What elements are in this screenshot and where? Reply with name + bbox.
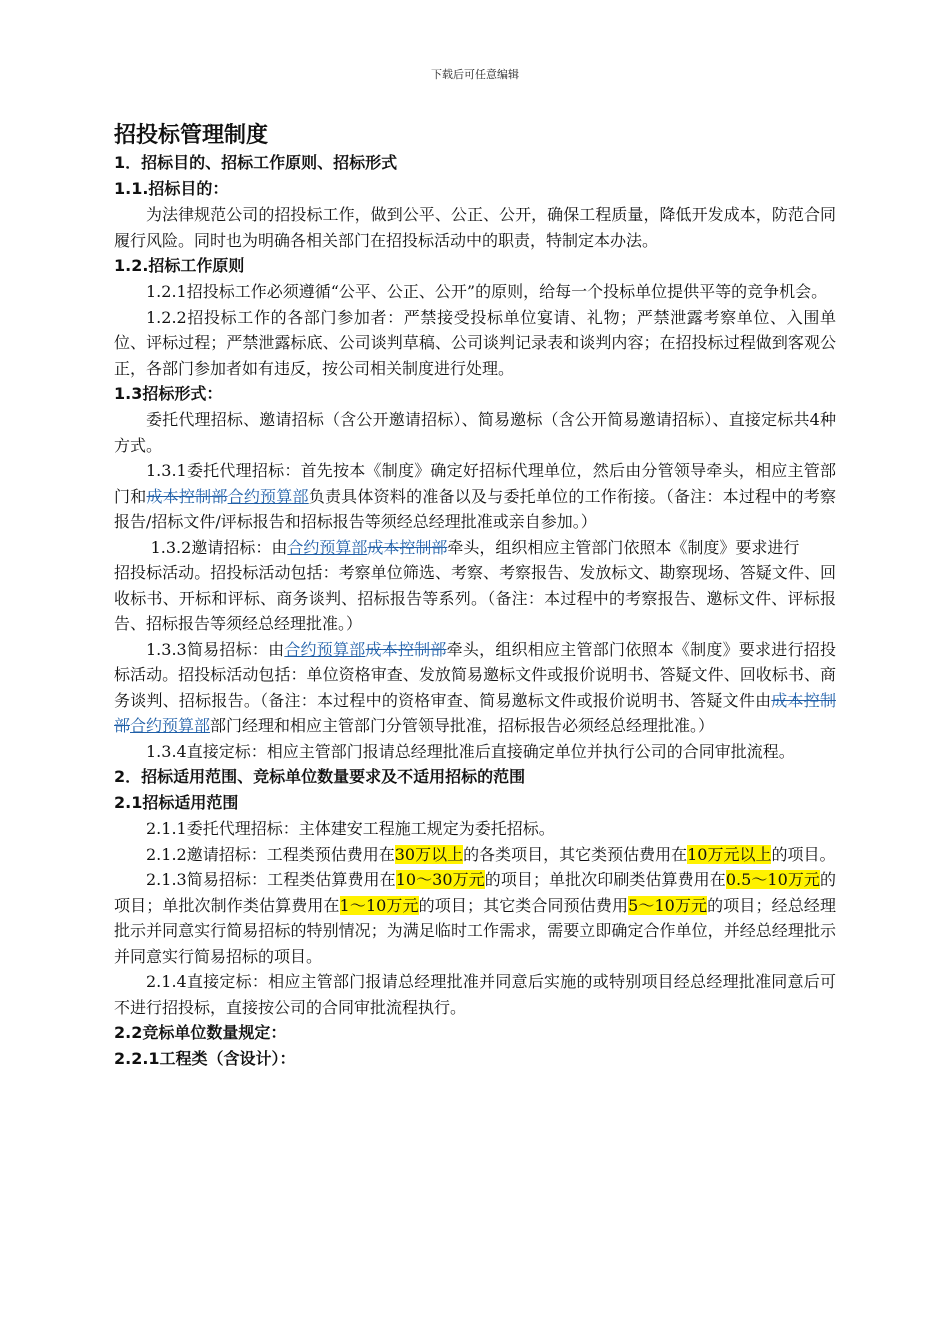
paragraph-1-3-1	[114, 458, 836, 535]
section-2-heading: 2．招标适用范围、竞标单位数量要求及不适用招标的范围	[114, 767, 526, 786]
paragraph-1-3: 委托代理招标、邀请招标（含公开邀请招标）、简易邀标（含公开简易邀请招标）、直接定标共4种方式。	[114, 410, 836, 455]
paragraph-1-2-2: 1.2.2招投标工作的各部门参加者：严禁接受投标单位宴请、礼物；严禁泄露考察单位、入围单位、评标过程；严禁泄露标底、公司谈判草稿、公司谈判记录表和谈判内容；在招投标过程做到客观公正，各部门参加者如有违反，按公司相关制度进行处理。	[114, 307, 836, 378]
section-1-heading: 1．招标目的、招标工作原则、招标形式	[114, 153, 398, 172]
highlighted-text: 10～30万元	[395, 870, 485, 889]
section-2-2-1-heading: 2.2.1工程类（含设计）：	[114, 1049, 296, 1068]
paragraph-1-3-2-cont: 招投标活动。招投标活动包括：考察单位筛选、考察、考察报告、发放标文、勘察现场、答疑文件、回收标书、开标和评标、商务谈判、招标报告等系列。（备注：本过程中的考察报告、邀标文件、评标报告、招标报告等须经总经理批准。）	[114, 563, 836, 633]
text-run: 牵头，组织相应主管部门依照本《制度》要求进行招投标活动。招投标活动包括：单位资格审查、发放简易邀标文件或报价说明书、答疑文件、回收标书、商务谈判、招标报告。（备注：本过程中的资格审查、简易邀标文件或报价说明书、答疑文件由	[114, 639, 836, 710]
deleted-text: 成本控制部	[146, 486, 228, 506]
section-2-1-heading: 2.1招标适用范围	[114, 793, 239, 812]
text-run: 部门经理和相应主管部门分管领导批准，招标报告必须经总经理批准。）	[210, 716, 715, 735]
document-title: 招投标管理制度	[114, 122, 269, 148]
paragraph-1-2-1: 1.2.1招投标工作必须遵循“公平、公正、公开”的原则，给每一个投标单位提供平等的竞争机会。	[146, 282, 828, 301]
text-run: 的各类项目，其它类预估费用在	[463, 844, 688, 864]
page-header: 下载后可任意编辑	[431, 68, 519, 81]
paragraph-1-3-3	[114, 637, 836, 739]
text-run: 的项目；单批次印刷类估算费用在	[484, 870, 726, 889]
highlighted-text: 5～10万元	[628, 895, 708, 915]
text-run: 1.3.3简易招标：由	[146, 639, 285, 659]
highlighted-text: 10万元以上	[687, 844, 772, 864]
deleted-text: 成本控制部	[367, 537, 448, 557]
highlighted-text: 1～10万元	[339, 895, 419, 915]
section-1-2-heading: 1.2.招标工作原则	[114, 256, 245, 275]
paragraph-2-1-4: 2.1.4直接定标：相应主管部门报请总经理批准并同意后实施的或特别项目经总经理批准同意后可不进行招投标，直接按公司的合同审批流程执行。	[114, 972, 836, 1017]
text-run: 1.3.1委托代理招标：首先按本《制度》确定好招标代理单位，然后由分管领导牵头，相应主管部门和	[114, 461, 836, 506]
highlighted-text: 0.5～10万元	[725, 870, 820, 889]
document-body	[114, 120, 836, 1072]
paragraph-2-1-3	[114, 867, 836, 969]
deleted-text: 成本控制部	[114, 690, 836, 735]
paragraph-1-1: 为法律规范公司的招投标工作，做到公平、公正、公开，确保工程质量，降低开发成本，防范合同履行风险。同时也为明确各相关部门在招投标活动中的职责，特制定本办法。	[114, 205, 836, 250]
paragraph-1-3-2	[114, 535, 836, 561]
inserted-text: 合约预算部	[284, 639, 366, 659]
section-2-2-heading: 2.2竞标单位数量规定：	[114, 1023, 287, 1042]
inserted-text: 合约预算部	[227, 486, 309, 506]
paragraph-1-3-4: 1.3.4直接定标：相应主管部门报请总经理批准后直接确定单位并执行公司的合同审批流程。	[146, 741, 795, 761]
text-run: 的项目。	[771, 844, 836, 864]
inserted-text: 合约预算部	[130, 716, 211, 735]
inserted-text: 合约预算部	[287, 537, 368, 557]
highlighted-text: 30万以上	[394, 844, 464, 864]
deleted-text: 成本控制部	[365, 639, 447, 659]
text-run: 的项目；其它类合同预估费用	[418, 895, 629, 915]
text-run: 的项目；经总经理批示并同意实行简易招标的特别情况；为满足临时工作需求，需要立即确定合作单位，并经总经理批示并同意实行简易招标的项目。	[114, 895, 836, 966]
text-run: 2.1.2邀请招标：工程类预估费用在	[146, 844, 395, 864]
paragraph-2-1-2	[114, 842, 836, 868]
text-run: 的项目；单批次制作类估算费用在	[114, 870, 836, 915]
section-1-1-heading: 1.1.招标目的：	[114, 179, 229, 198]
text-run: 牵头，组织相应主管部门依照本《制度》要求进行	[447, 537, 800, 557]
text-run: 2.1.3简易招标：工程类估算费用在	[146, 870, 396, 889]
text-run: 1.3.2邀请招标：由	[150, 537, 288, 557]
text-run: 负责具体资料的准备以及与委托单位的工作衔接。（备注：本过程中的考察报告/招标文件/评标报告和招标报告等须经总经理批准或亲自参加。）	[114, 486, 836, 531]
paragraph-2-1-1: 2.1.1委托代理招标：主体建安工程施工规定为委托招标。	[146, 819, 555, 838]
section-1-3-heading: 1.3招标形式：	[114, 384, 223, 403]
